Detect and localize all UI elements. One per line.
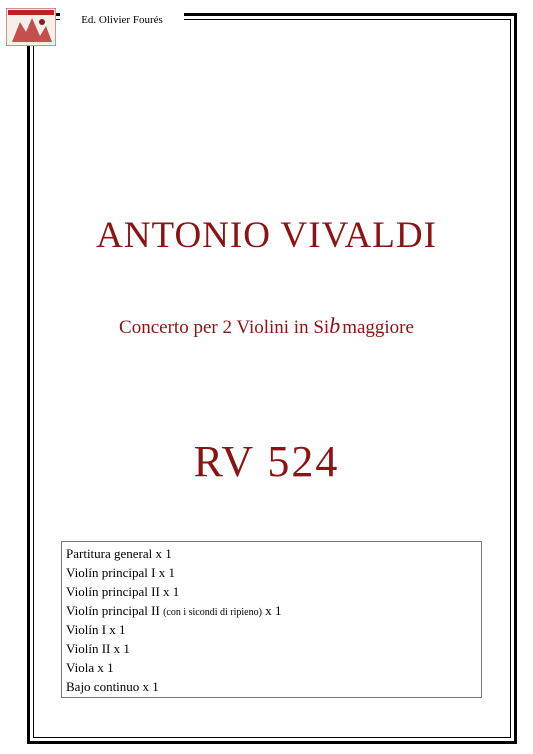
composer-name: ANTONIO VIVALDI	[96, 215, 437, 256]
editor-label: Ed. Olivier Fourés	[60, 11, 184, 29]
part-name: Violín principal II	[66, 603, 164, 618]
part-item	[66, 544, 477, 563]
part-suffix: x 1	[261, 603, 282, 618]
work-title	[0, 313, 533, 339]
parts-list-box	[61, 541, 482, 698]
part-name: Violín principal I x 1	[66, 565, 175, 580]
parts-list	[66, 544, 477, 696]
flat-symbol: b	[329, 313, 341, 338]
part-name: Violín principal II x 1	[66, 584, 180, 599]
part-item	[66, 620, 477, 639]
part-item	[66, 677, 477, 696]
part-item	[66, 639, 477, 658]
part-item	[66, 658, 477, 677]
part-item	[66, 601, 477, 620]
publisher-logo	[6, 8, 56, 46]
part-item	[66, 582, 477, 601]
part-item	[66, 563, 477, 582]
part-name: Partitura general x 1	[66, 546, 172, 561]
part-note: (con i sicondi di ripieno)	[163, 607, 262, 618]
part-name: Violín I x 1	[66, 622, 126, 637]
part-name: Bajo continuo x 1	[66, 679, 159, 694]
catalog-number: RV 524	[193, 437, 340, 486]
work-title-after: maggiore	[342, 317, 414, 338]
part-name: Violín II x 1	[66, 641, 130, 656]
work-title-before: Concerto per 2 Violini in Si	[119, 317, 330, 338]
part-name: Viola x 1	[66, 660, 114, 675]
